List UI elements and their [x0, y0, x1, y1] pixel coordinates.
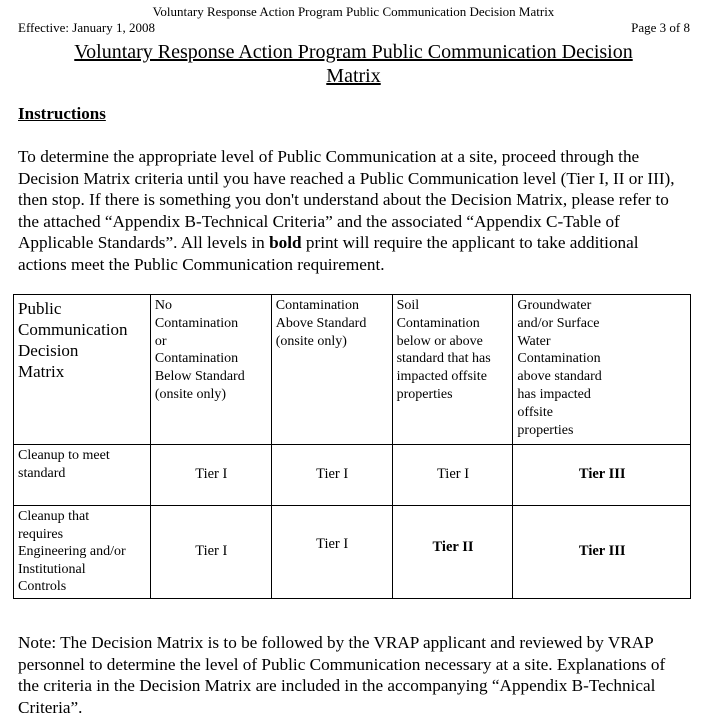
header-line: Contamination: [275, 298, 359, 313]
document-title: [20, 40, 687, 88]
row-label-line: Cleanup to meet: [18, 448, 110, 463]
header-line: properties: [396, 386, 453, 402]
instructions-text-2: print will require the applicant to take additional actions meet the Public Communication requirement.: [18, 233, 639, 274]
effective-date: Effective: January 1, 2008: [18, 20, 155, 35]
tier-cell: Tier I: [271, 445, 392, 506]
row-label-cleanup-engineering: [14, 506, 151, 599]
page-number: Page 3 of 8: [631, 20, 690, 35]
header-line: Contamination: [154, 351, 239, 367]
matrix-header-row: [14, 295, 691, 445]
header-line: impacted offsite: [396, 369, 487, 385]
column-header-groundwater: [513, 295, 691, 445]
tier-cell: Tier I: [271, 506, 392, 599]
table-row: [14, 506, 691, 599]
corner-line: Public: [18, 299, 62, 318]
header-line: offsite: [517, 404, 553, 420]
document-title-line-1: Voluntary Response Action Program Public Communication Decision: [74, 41, 633, 63]
instructions-paragraph: [18, 146, 690, 275]
header-line: or: [154, 333, 167, 349]
header-line: Below Standard: [154, 369, 245, 385]
tier-cell: Tier I: [150, 445, 271, 506]
header-line: Above Standard: [275, 315, 367, 331]
row-label-line: requires: [18, 526, 64, 542]
header-line: Water: [517, 333, 551, 349]
corner-line: Communication: [18, 320, 128, 339]
header-line: above standard: [517, 369, 602, 385]
header-line: (onsite only): [275, 333, 347, 349]
header-line: (onsite only): [154, 386, 227, 402]
tier-cell: Tier III: [513, 506, 691, 599]
header-line: Contamination: [396, 315, 480, 331]
header-line: Contamination: [517, 351, 601, 367]
row-label-line: standard: [18, 465, 66, 481]
tier-cell: Tier II: [392, 506, 513, 599]
row-label-line: Cleanup that: [18, 509, 90, 524]
instructions-text-1: To determine the appropriate level of Public Communication at a site, proceed through the Decision Matrix criteria until you have reached a Public Communication level (Tier I, II or III), then stop. If there is something you don't understand about the Decision Matrix, please refer to the attached “Appendix B-Technical Criteria” and the associated “Appendix C-Table of Applicable Standards”. All levels in: [18, 147, 675, 252]
header-line: Soil: [396, 298, 420, 313]
header-line: has impacted: [517, 386, 591, 402]
document-title-line-2: Matrix: [326, 65, 381, 87]
matrix-corner-cell: [14, 295, 151, 445]
corner-line: Matrix: [18, 362, 65, 381]
column-header-no-contamination: [150, 295, 271, 445]
tier-cell: Tier III: [513, 445, 691, 506]
tier-cell: Tier I: [392, 445, 513, 506]
header-line: Groundwater: [517, 298, 592, 313]
row-label-line: Institutional: [18, 561, 86, 577]
header-line: Contamination: [154, 315, 239, 331]
row-label-line: Engineering and/or: [18, 544, 126, 559]
corner-line: Decision: [18, 341, 79, 360]
row-label-cleanup-to-standard: [14, 445, 151, 506]
tier-cell: Tier I: [150, 506, 271, 599]
note-paragraph: Note: The Decision Matrix is to be followed by the VRAP applicant and reviewed by VRAP personnel to determine the level of Public Communication necessary at a site. Explanations of the criteria in the Decision Matrix are included in the accompanying “Appendix B-Technical Criteria”.: [18, 633, 666, 717]
header-line: and/or Surface: [517, 315, 600, 331]
row-label-line: Controls: [18, 579, 67, 594]
column-header-above-standard: [271, 295, 392, 445]
section-heading: Instructions: [18, 104, 106, 123]
table-row: [14, 445, 691, 506]
header-line: No: [154, 298, 173, 313]
decision-matrix-table: [13, 294, 691, 599]
running-header-title: Voluntary Response Action Program Public Communication Decision Matrix: [152, 4, 555, 19]
instructions-bold-word: bold: [269, 233, 302, 252]
header-line: standard that has: [396, 351, 491, 367]
column-header-soil: [392, 295, 513, 445]
header-line: properties: [517, 422, 574, 438]
header-line: below or above: [396, 333, 483, 349]
